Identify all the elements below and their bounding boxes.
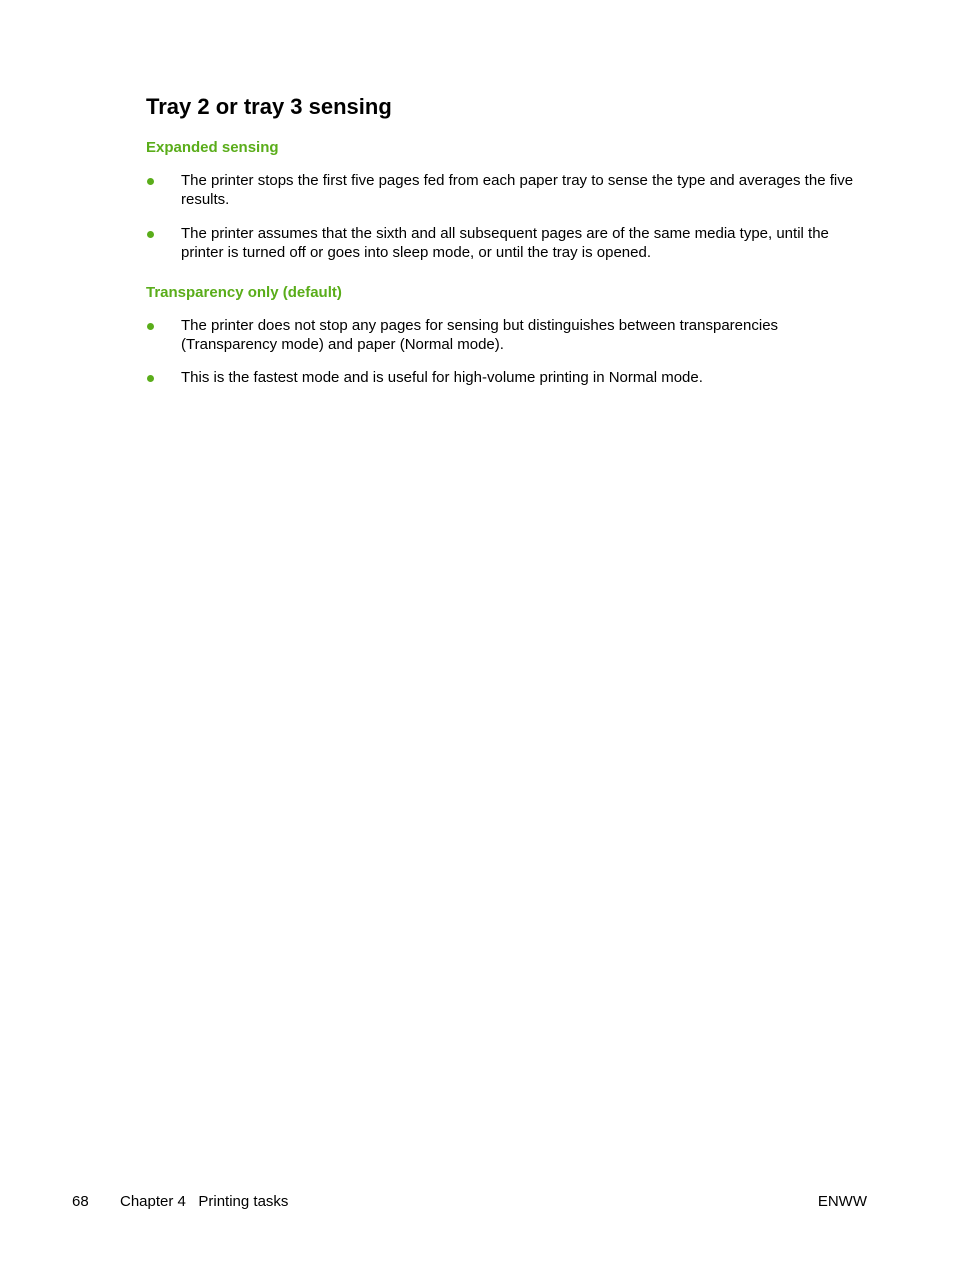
list-item-text: This is the fastest mode and is useful for high-volume printing in Normal mode. (181, 369, 703, 386)
list-item (146, 171, 871, 209)
bullet-icon (147, 375, 154, 382)
subsection-title-transparency-only: Transparency only (default) (146, 284, 342, 301)
list-item-text: The printer does not stop any pages for sensing but distinguishes between transparencies (Transparency mode) and paper (Normal mode). (181, 317, 779, 353)
subsection-title-expanded-sensing: Expanded sensing (146, 139, 279, 156)
bullet-icon (147, 178, 154, 185)
list-item (146, 224, 871, 262)
list-item (146, 316, 871, 354)
footer-page-number: 68 (72, 1193, 89, 1210)
footer-right-label: ENWW (817, 1193, 867, 1210)
list-item-text: The printer stops the first five pages fed from each paper tray to sense the type and averages the five results. (181, 172, 854, 208)
bullet-icon (147, 231, 154, 238)
page-title: Tray 2 or tray 3 sensing (146, 94, 392, 119)
footer-chapter: Chapter 4 Printing tasks (120, 1193, 289, 1210)
list-item-text: The printer assumes that the sixth and all subsequent pages are of the same media type, until the printer is turned off or goes into sleep mode, or until the tray is opened. (181, 225, 829, 261)
bullet-icon (147, 323, 154, 330)
list-item (146, 368, 871, 387)
